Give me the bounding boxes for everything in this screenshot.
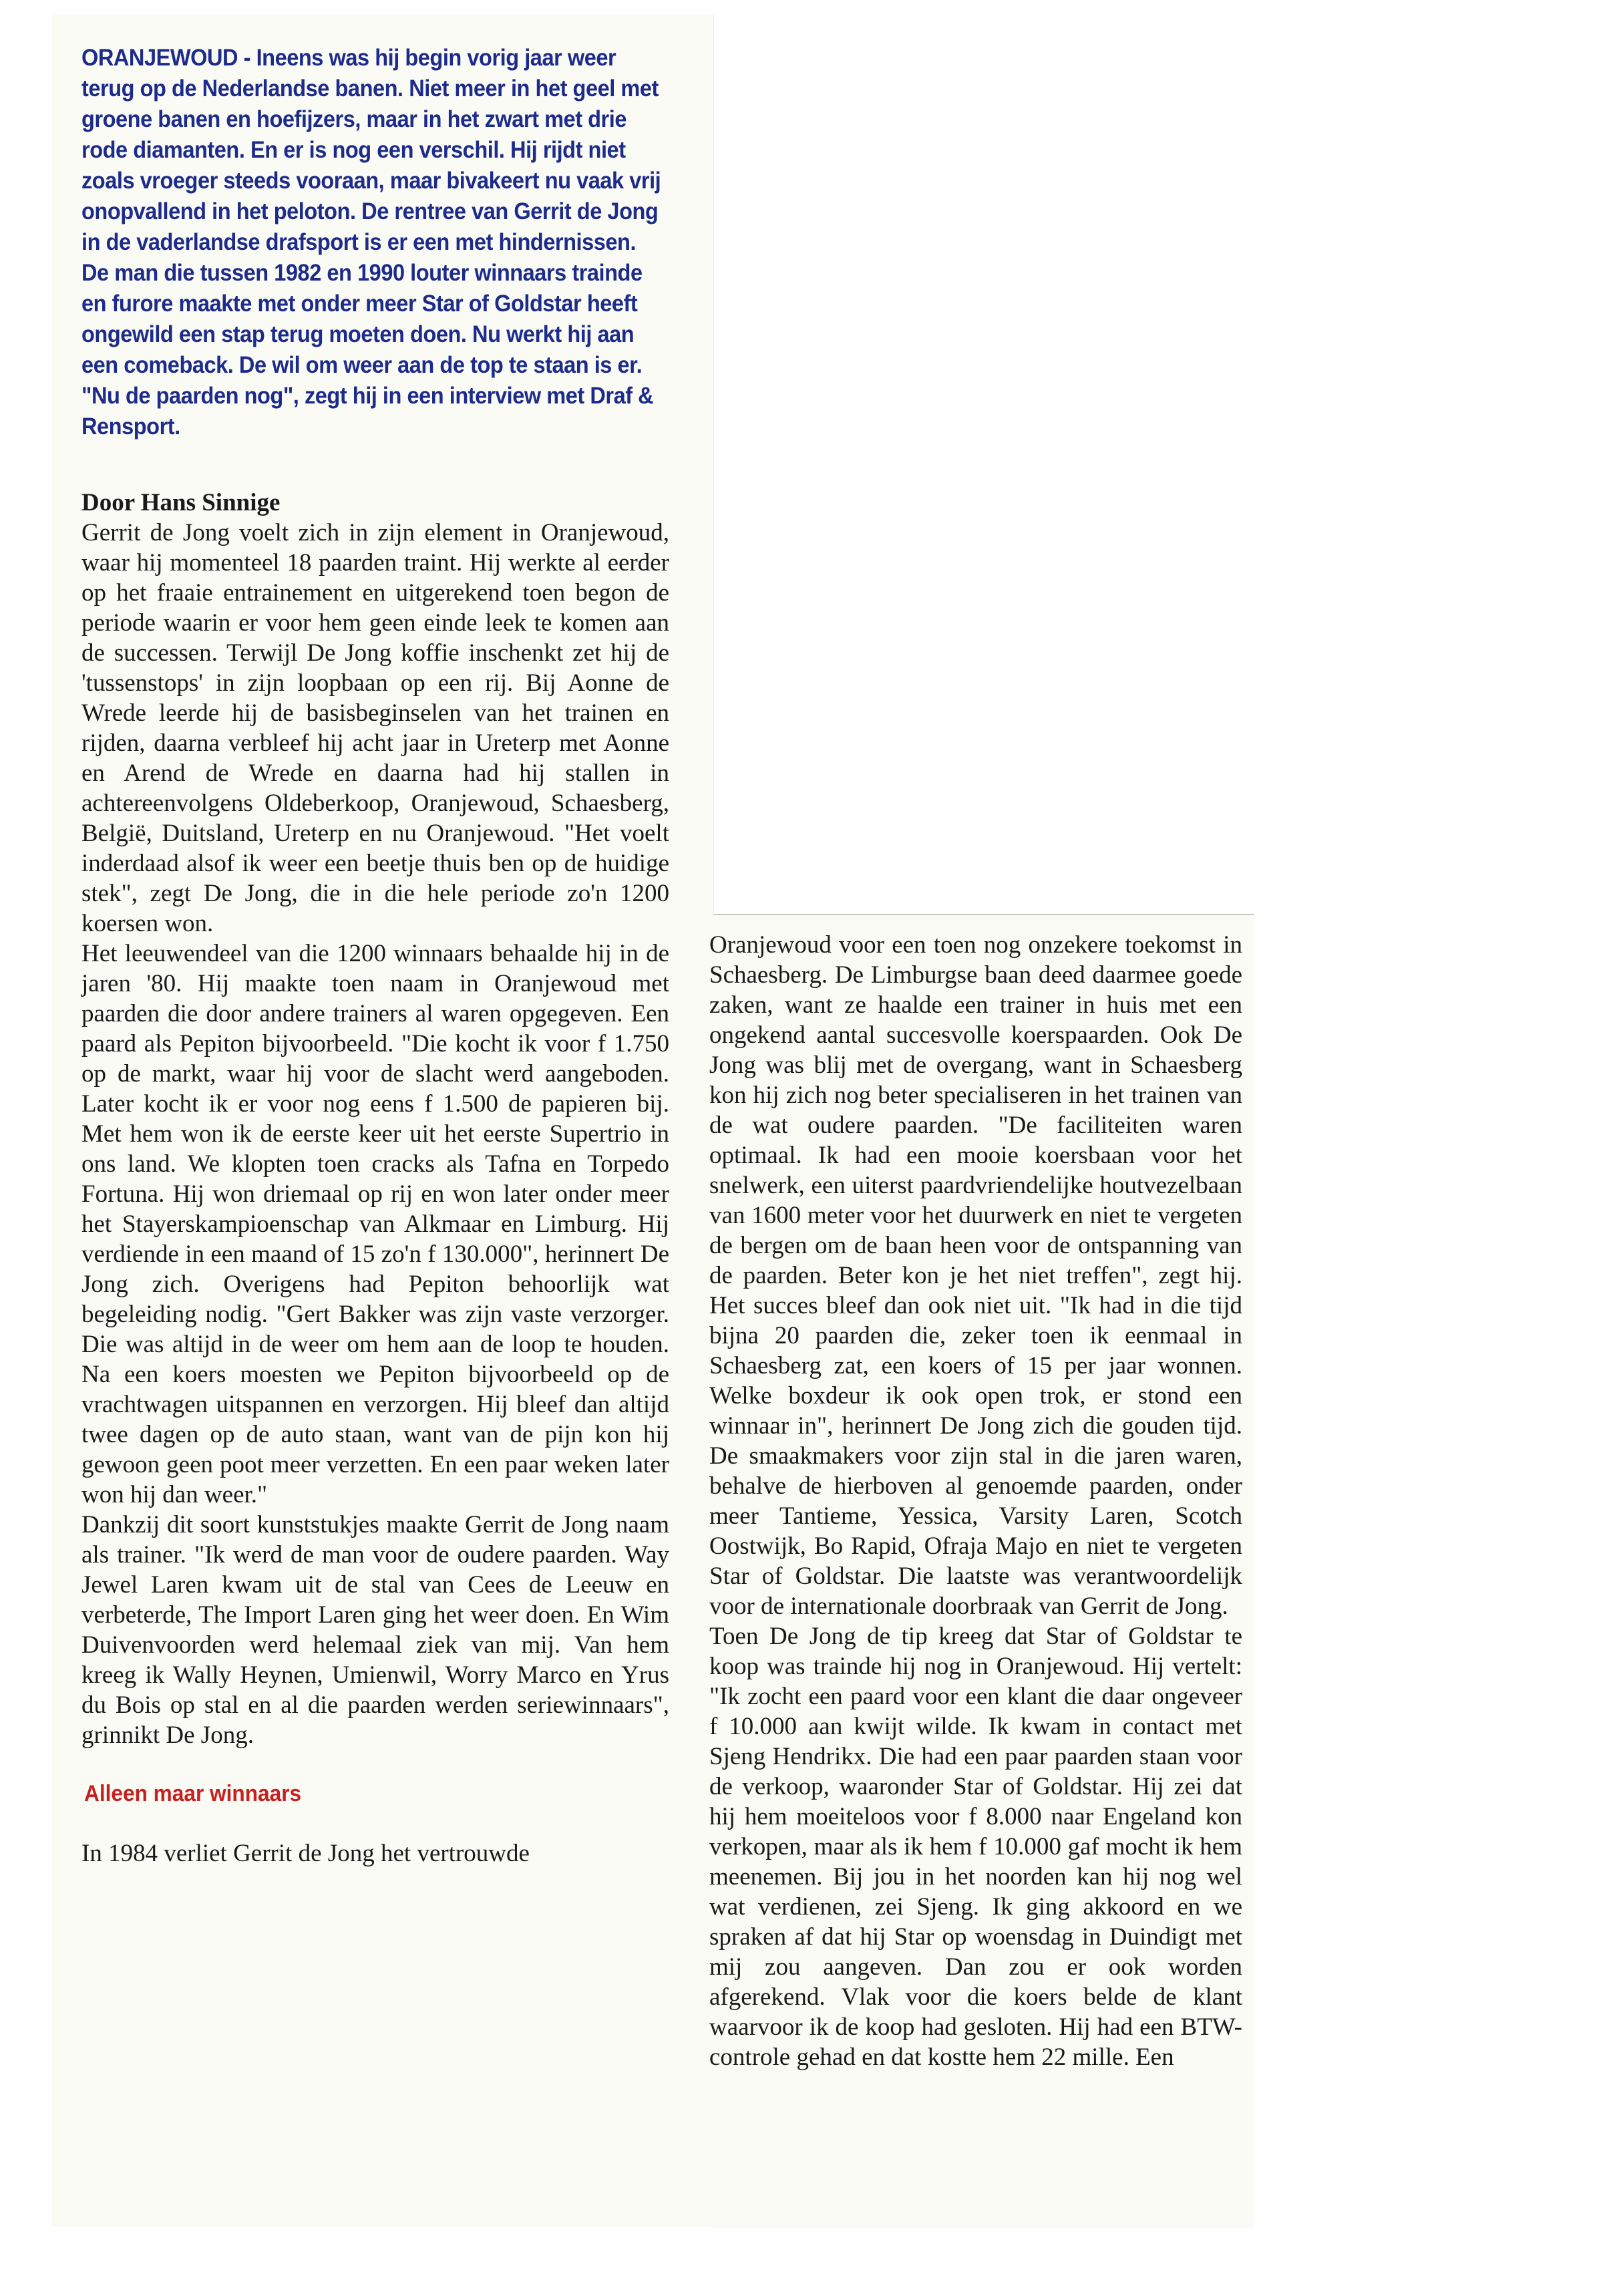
article-column-left [81,43,669,1868]
section-subhead: Alleen maar winnaars [84,1781,302,1806]
body-paragraph: Oranjewoud voor een toen nog onzekere toekomst in Schaesberg. De Limburgse baan deed daarmee goede zaken, want ze haalde een trainer in huis met een ongekend aantal succesvolle koerspaarden. Ook De Jong was blij met de overgang, want in Schaesberg kon hij zich nog beter specialiseren in het trainen van de wat oudere paarden. "De faciliteiten waren optimaal. Ik had een mooie koersbaan voor het snelwerk, een uiterst paardvriendelijke houtvezelbaan van 1600 meter voor het duurwerk en niet te vergeten de bergen om de baan heen voor de ontspanning van de paarden. Beter kon je het niet treffen", zegt hij. Het succes bleef dan ook niet uit. "Ik had in die tijd bijna 20 paarden die, zeker toen ik eenmaal in Schaesberg zat, een koers of 15 per jaar wonnen. Welke boxdeur ik ook open trok, er stond een winnaar in", herinnert De Jong zich die gouden tijd. De smaakmakers voor zijn stal in die jaren waren, behalve de hierboven al genoemde paarden, onder meer Tantieme, Yessica, Varsity Laren, Scotch Oostwijk, Bo Rapid, Ofraja Majo en niet te vergeten Star of Goldstar. Die laatste was verantwoordelijk voor de internationale doorbraak van Gerrit de Jong. [709,931,1242,1620]
body-paragraph: Gerrit de Jong voelt zich in zijn element in Oranjewoud, waar hij momenteel 18 paarden traint. Hij werkte al eerder op het fraaie entrainement en uitgerekend toen begon de periode waarin er voor hem geen einde leek te komen aan de successen. Terwijl De Jong koffie inschenkt zet hij de 'tussenstops' in zijn loopbaan op een rij. Bij Aonne de Wrede leerde hij de basisbeginselen van het trainen en rijden, daarna verbleef hij acht jaar in Ureterp met Aonne en Arend de Wrede en daarna had hij stallen in achtereenvolgens Oldeberkoop, Oranjewoud, Schaesberg, België, Duitsland, Ureterp en nu Oranjewoud. "Het voelt inderdaad alsof ik weer een beetje thuis ben op de huidige stek", zegt De Jong, die in die hele periode zo'n 1200 koersen won. [81,519,669,937]
article-column-right [709,930,1242,2072]
body-paragraph: Het leeuwendeel van die 1200 winnaars behaalde hij in de jaren '80. Hij maakte toen naam in Oranjewoud met paarden die door andere trainers al waren opgegeven. Een paard als Pepiton bijvoorbeeld. "Die kocht ik voor f 1.750 op de markt, waar hij voor de slacht werd aangeboden. Later kocht ik er voor nog eens f 1.500 de papieren bij. Met hem won ik de eerste keer uit het eerste Supertrio in ons land. We klopten toen cracks als Tafna en Torpedo Fortuna. Hij won driemaal op rij en won later onder meer het Stayerskampioenschap van Alkmaar en Limburg. Hij verdiende in een maand of 15 zo'n f 130.000", herinnert De Jong zich. Overigens had Pepiton behoorlijk wat begeleiding nodig. "Gert Bakker was zijn vaste verzorger. Die was altijd in de weer om hem aan de loop te houden. Na een koers moesten we Pepiton bijvoorbeeld op de vrachtwagen uitspannen en verzorgen. Hij bleef dan altijd twee dagen op de auto staan, want van de pijn kon hij gewoon geen poot meer verzetten. En een paar weken later won hij dan weer." [81,940,669,1508]
article-byline: Door Hans Sinnige [81,489,281,516]
body-paragraph: Dankzij dit soort kunststukjes maakte Gerrit de Jong naam als trainer. "Ik werd de man voor de oudere paarden. Way Jewel Laren kwam uit de stal van Cees de Leeuw en verbeterde, The Import Laren ging het weer doen. En Wim Duivenvoorden werd helemaal ziek van mij. Van hem kreeg ik Wally Heynen, Umienwil, Worry Marco en Yrus du Bois op stal en al die paarden werden seriewinnaars", grinnikt De Jong. [81,1511,669,1749]
article-lead: ORANJEWOUD - Ineens was hij begin vorig jaar weer terug op de Nederlandse banen. Niet meer in het geel met groene banen en hoefijzers, maar in het zwart met drie rode diamanten. En er is nog een verschil. Hij rijdt niet zoals vroeger steeds vooraan, maar bivakeert nu vaak vrij onopvallend in het peloton. De rentree van Gerrit de Jong in de vaderlandse drafsport is er een met hindernissen. De man die tussen 1982 en 1990 louter winnaars trainde en furore maakte met onder meer Star of Goldstar heeft ongewild een stap terug moeten doen. Nu werkt hij aan een comeback. De wil om weer aan de top te staan is er. "Nu de paarden nog", zegt hij in een interview met Draf & Rensport. [81,45,661,440]
body-paragraph: In 1984 verliet Gerrit de Jong het vertrouwde [81,1840,530,1867]
body-paragraph: Toen De Jong de tip kreeg dat Star of Goldstar te koop was trainde hij nog in Oranjewoud. Hij vertelt: "Ik zocht een paard voor een klant die daar ongeveer f 10.000 aan kwijt wilde. Ik kwam in contact met Sjeng Hendrikx. Die had een paar paarden staan voor de verkoop, waaronder Star of Goldstar. Hij zei dat hij hem moeiteloos voor f 8.000 naar Engeland kon verkopen, maar als ik hem f 10.000 gaf mocht ik hem meenemen. Bij jou in het noorden kan hij nog wel wat verdienen, zei Sjeng. Ik ging akkoord en we spraken af dat hij Star op woensdag in Duindigt met mij zou aangeven. Dan zou er ook worden afgerekend. Vlak voor die koers belde de klant waarvoor ik de koop had gesloten. Hij had een BTW-controle gehad en dat kostte hem 22 mille. Een [709,1623,1242,2071]
